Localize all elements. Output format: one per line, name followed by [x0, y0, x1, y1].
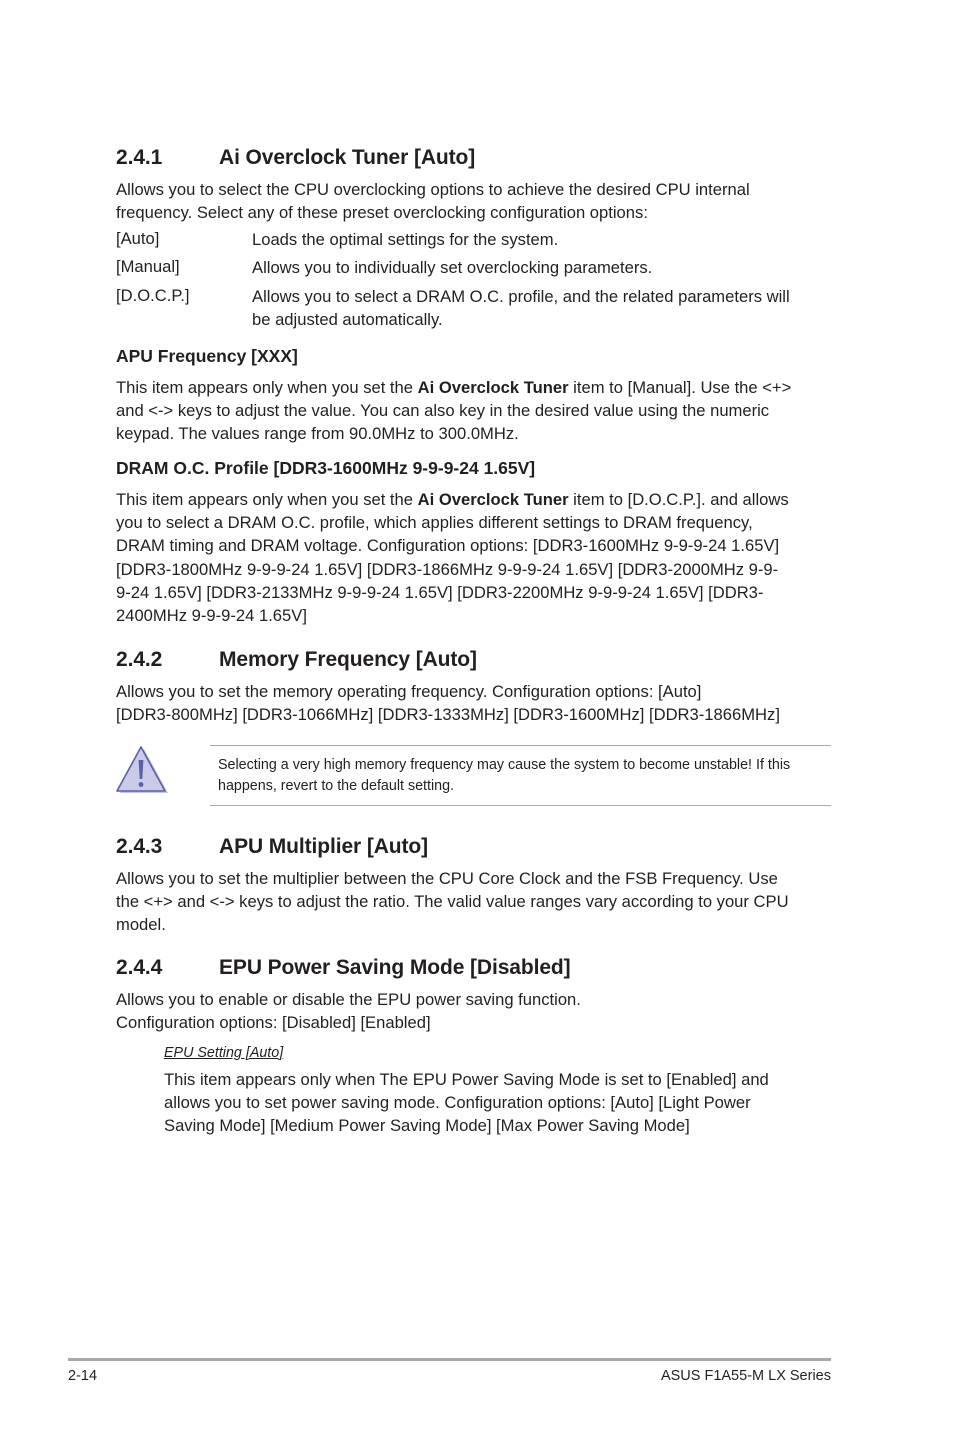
section-title: Ai Overclock Tuner [Auto] [219, 146, 476, 169]
section-title: Memory Frequency [Auto] [219, 648, 477, 671]
paragraph-line: Saving Mode] [Medium Power Saving Mode] [Max Power Saving Mode] [164, 1116, 690, 1136]
option-key-auto: [Auto] [116, 229, 160, 248]
paragraph-line: and <-> keys to adjust the value. You can also key in the desired value using the numeric [116, 401, 770, 421]
paragraph-line: model. [116, 915, 166, 935]
note-top-rule [210, 745, 831, 746]
paragraph-line: Allows you to set the memory operating frequency. Configuration options: [Auto] [116, 682, 702, 701]
note-bottom-rule [210, 805, 831, 806]
section-2-4-2-heading [116, 648, 816, 674]
paragraph-line: 9-24 1.65V] [DDR3-2133MHz 9-9-9-24 1.65V] [DDR3-2200MHz 9-9-9-24 1.65V] [DDR3- [116, 582, 764, 602]
paragraph-line [116, 488, 789, 511]
paragraph-line: DRAM timing and DRAM voltage. Configuration options: [DDR3-1600MHz 9-9-9-24 1.65V] [116, 536, 780, 556]
paragraph-line: keypad. The values range from 90.0MHz to 300.0MHz. [116, 424, 519, 444]
option-desc-docp [252, 285, 790, 331]
paragraph-line: [DDR3-800MHz] [DDR3-1066MHz] [DDR3-1333MHz] [DDR3-1600MHz] [DDR3-1866MHz] [116, 705, 780, 725]
option-desc-line: Allows you to select a DRAM O.C. profile, and the related parameters will [252, 287, 790, 306]
footer-rule [68, 1358, 831, 1361]
section-2-4-3-text [116, 867, 789, 937]
option-key-docp: [D.O.C.P.] [116, 286, 190, 305]
option-desc-line: Loads the optimal settings for the system. [252, 230, 559, 249]
footer-page-number: 2-14 [68, 1368, 98, 1384]
section-2-4-1-heading [116, 146, 816, 172]
paragraph-line: allows you to set power saving mode. Configuration options: [Auto] [Light Power [164, 1093, 751, 1113]
option-key-manual: [Manual] [116, 257, 180, 276]
option-desc-auto [252, 228, 558, 251]
paragraph-line: This item appears only when The EPU Power Saving Mode is set to [Enabled] and [164, 1070, 769, 1089]
paragraph-line: Allows you to select the CPU overclocking options to achieve the desired CPU internal [116, 180, 750, 199]
option-desc-line: be adjusted automatically. [252, 310, 443, 330]
dram-profile-text [116, 488, 789, 627]
section-2-4-1-intro [116, 178, 750, 224]
section-number: 2.4.1 [116, 146, 163, 169]
dram-profile-heading: DRAM O.C. Profile [DDR3-1600MHz 9-9-9-24 1.65V] [116, 458, 536, 478]
paragraph-line: 2400MHz 9-9-9-24 1.65V] [116, 606, 307, 626]
warning-note-text [218, 755, 790, 797]
paragraph-line: Allows you to set the multiplier between the CPU Core Clock and the FSB Frequency. Use [116, 869, 778, 888]
section-number: 2.4.4 [116, 956, 163, 979]
section-2-4-3-heading [116, 835, 816, 861]
section-2-4-4-heading [116, 956, 816, 982]
apu-frequency-heading: APU Frequency [XXX] [116, 346, 298, 366]
note-line: Selecting a very high memory frequency may cause the system to become unstable! If this [218, 757, 791, 773]
section-title: APU Multiplier [Auto] [219, 835, 429, 858]
epu-setting-subheading: EPU Setting [Auto] [164, 1045, 284, 1061]
text-run: item to [D.O.C.P.]. and allows [568, 490, 789, 509]
warning-icon [114, 745, 170, 797]
note-line: happens, revert to the default setting. [218, 778, 455, 794]
paragraph-line: Allows you to enable or disable the EPU power saving function. [116, 990, 581, 1009]
section-2-4-2-text [116, 680, 780, 726]
paragraph-line: frequency. Select any of these preset overclocking configuration options: [116, 203, 648, 223]
section-number: 2.4.3 [116, 835, 163, 858]
paragraph-line: you to select a DRAM O.C. profile, which applies different settings to DRAM frequency, [116, 513, 753, 533]
section-number: 2.4.2 [116, 648, 163, 671]
text-run: This item appears only when you set the [116, 490, 418, 509]
bold-term: Ai Overclock Tuner [417, 490, 569, 509]
paragraph-line: [DDR3-1800MHz 9-9-9-24 1.65V] [DDR3-1866MHz 9-9-9-24 1.65V] [DDR3-2000MHz 9-9- [116, 559, 779, 579]
text-run: This item appears only when you set the [116, 378, 418, 397]
section-title: EPU Power Saving Mode [Disabled] [219, 956, 571, 979]
apu-frequency-text [116, 376, 791, 446]
bold-term: Ai Overclock Tuner [417, 378, 569, 397]
paragraph-line: Configuration options: [Disabled] [Enabled] [116, 1013, 431, 1033]
option-desc-line: Allows you to individually set overclocking parameters. [252, 258, 653, 277]
section-2-4-4-text [116, 988, 581, 1034]
epu-setting-text [164, 1068, 769, 1138]
option-desc-manual [252, 256, 652, 279]
footer-product-name: ASUS F1A55-M LX Series [660, 1368, 831, 1384]
paragraph-line: the <+> and <-> keys to adjust the ratio. The valid value ranges vary according to your CPU [116, 892, 789, 912]
text-run: item to [Manual]. Use the <+> [568, 378, 792, 397]
paragraph-line [116, 376, 791, 399]
